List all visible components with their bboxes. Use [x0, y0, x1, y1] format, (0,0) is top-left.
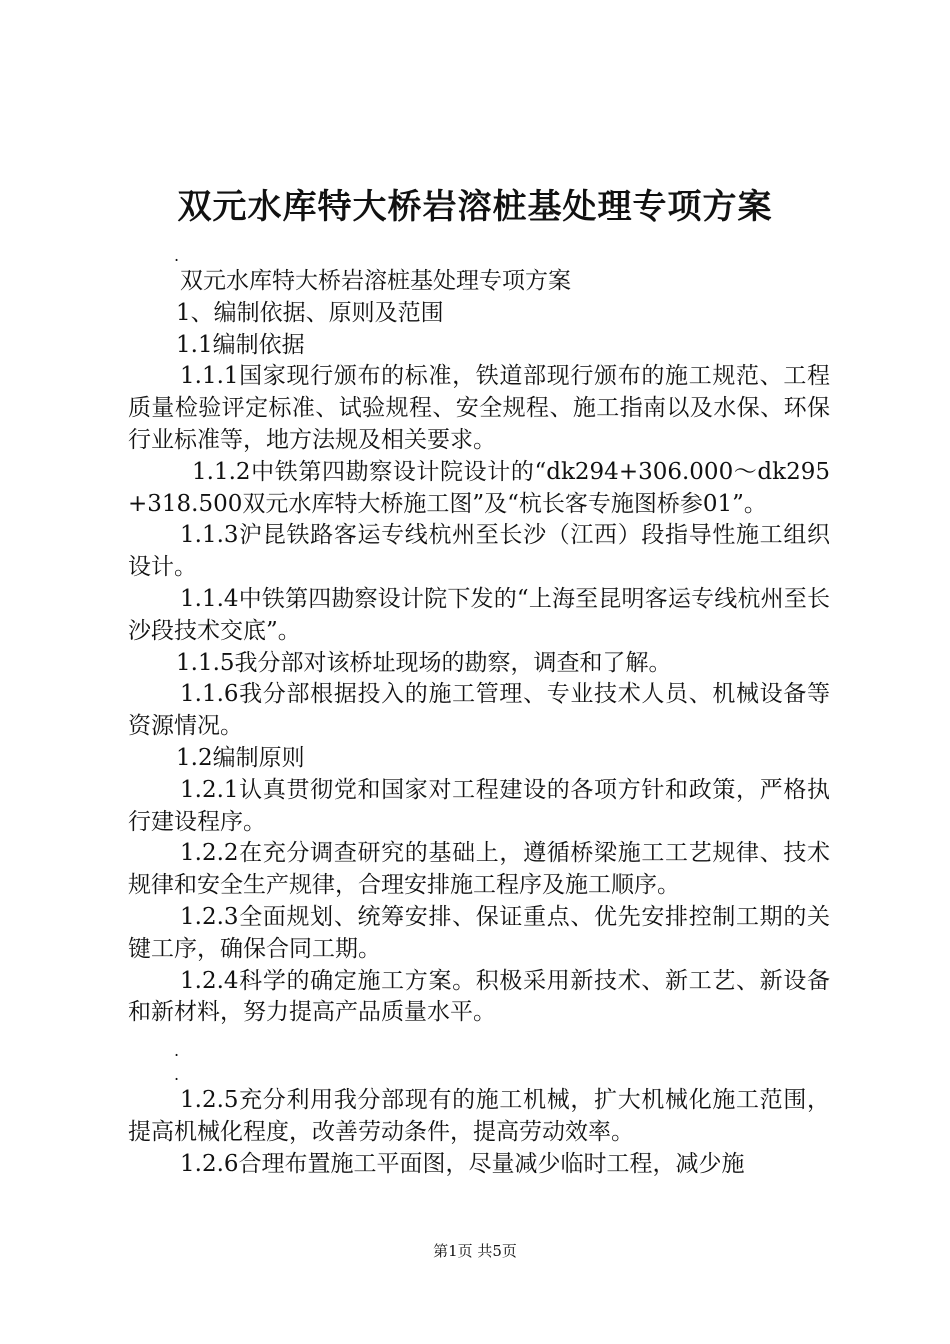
- spacer: [128, 1029, 830, 1041]
- clause-paragraph: 1.1.6我分部根据投入的施工管理、专业技术人员、机械设备等资源情况。: [128, 681, 830, 740]
- clause-paragraph: 1.1.5我分部对该桥址现场的勘察，调查和了解。: [176, 649, 672, 676]
- clause-paragraph: 1.1.1国家现行颁布的标准，铁道部现行颁布的施工规范、工程质量检验评定标准、试验规程、安全规程、施工指南以及水保、环保行业标准等，地方法规及相关要求。: [128, 363, 830, 453]
- clause-paragraph: 1.1.2中铁第四勘察设计院设计的“dk294+306.000～dk295+318.500双元水库特大桥施工图”及“杭长客专施图桥参01”。: [128, 458, 830, 517]
- subtitle-paragraph: 双元水库特大桥岩溶桩基处理专项方案: [180, 268, 571, 294]
- clause-paragraph: 1.2.6合理布置施工平面图，尽量减少临时工程，减少施: [180, 1150, 745, 1177]
- separator-dot: .: [174, 1065, 180, 1085]
- page-footer: 第1页 共5页: [433, 1242, 517, 1260]
- subsection-heading: 1.1编制依据: [176, 331, 305, 358]
- clause-paragraph: 1.1.3沪昆铁路客运专线杭州至长沙（江西）段指导性施工组织设计。: [128, 522, 830, 581]
- clause-paragraph: 1.2.4科学的确定施工方案。积极采用新技术、新工艺、新设备和新材料，努力提高产品质量水平。: [128, 967, 830, 1026]
- clause-paragraph: 1.2.2在充分调查研究的基础上，遵循桥梁施工工艺规律、技术规律和安全生产规律，合理安排施工程序及施工顺序。: [128, 840, 830, 899]
- separator-dot: .: [174, 1041, 180, 1061]
- document-body: [128, 246, 830, 1181]
- separator-dot: .: [174, 246, 180, 265]
- section-heading: 1、编制依据、原则及范围: [176, 299, 444, 326]
- clause-paragraph: 1.2.1认真贯彻党和国家对工程建设的各项方针和政策，严格执行建设程序。: [128, 776, 830, 835]
- document-title: 双元水库特大桥岩溶桩基处理专项方案: [177, 187, 773, 227]
- clause-paragraph: 1.2.5充分利用我分部现有的施工机械，扩大机械化施工范围，提高机械化程度，改善劳动条件，提高劳动效率。: [128, 1087, 830, 1145]
- subsection-heading: 1.2编制原则: [176, 744, 305, 771]
- clause-paragraph: 1.2.3全面规划、统筹安排、保证重点、优先安排控制工期的关键工序，确保合同工期。: [128, 903, 830, 962]
- clause-paragraph: 1.1.4中铁第四勘察设计院下发的“上海至昆明客运专线杭州至长沙段技术交底”。: [128, 585, 830, 644]
